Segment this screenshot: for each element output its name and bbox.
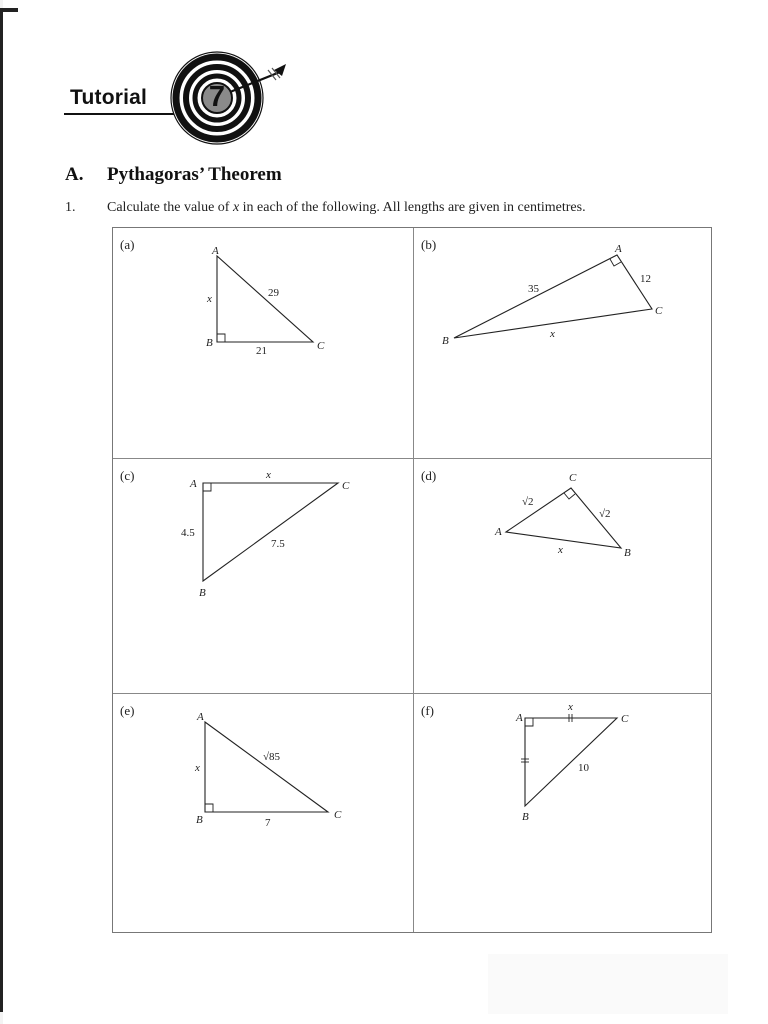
triangle-diagram-d	[414, 459, 713, 694]
vertex-label-b: B	[206, 337, 213, 349]
triangle-diagram-b	[414, 228, 713, 458]
vertex-label-c: C	[655, 305, 663, 317]
tutorial-header	[64, 50, 304, 150]
vertex-label-c: C	[621, 713, 629, 725]
question-text-after: in each of the following. All lengths are given in centimetres.	[239, 200, 586, 215]
vertex-label-b: B	[624, 547, 631, 559]
side-label-ab: 35	[528, 283, 539, 295]
vertex-label-a: A	[212, 245, 219, 257]
side-label-bc: x	[550, 328, 555, 340]
side-label-ab: 4.5	[181, 527, 195, 539]
side-label-bc: 10	[578, 762, 589, 774]
question-variable: x	[232, 200, 240, 215]
tutorial-number: 7	[208, 81, 226, 113]
problem-label: (f)	[421, 703, 434, 718]
section-letter: A.	[65, 164, 84, 185]
side-label-bc: 7.5	[271, 538, 285, 550]
target-icon	[164, 50, 354, 150]
vertex-label-a: A	[495, 526, 502, 538]
section-heading	[65, 164, 282, 186]
problem-grid	[112, 227, 712, 933]
side-label-ac: x	[266, 469, 271, 481]
question-prompt	[65, 200, 586, 216]
vertex-label-b: B	[199, 587, 206, 599]
section-title: Pythagoras’ Theorem	[107, 164, 282, 185]
vertex-label-b: B	[442, 335, 449, 347]
vertex-label-b: B	[196, 814, 203, 826]
side-label-ab: x	[207, 293, 212, 305]
page-smudge	[488, 954, 728, 1014]
side-label-ac: 29	[268, 287, 279, 299]
tutorial-underline	[64, 113, 174, 115]
vertex-label-c: C	[569, 472, 577, 484]
tutorial-label: Tutorial	[70, 86, 148, 109]
problem-label: (d)	[421, 468, 437, 483]
problem-label: (c)	[120, 468, 135, 483]
problem-label: (a)	[120, 237, 135, 252]
side-label-cb: √2	[599, 508, 611, 520]
triangle-diagram-c	[113, 459, 413, 694]
page-left-edge	[0, 0, 3, 1024]
vertex-label-b: B	[522, 811, 529, 823]
problem-cell-a	[113, 228, 413, 458]
side-label-bc: 7	[265, 817, 271, 829]
question-text-before: Calculate the value of	[107, 200, 233, 215]
side-label-ac: 12	[640, 273, 651, 285]
problem-cell-f	[413, 693, 712, 932]
side-label-bc: 21	[256, 345, 267, 357]
vertex-label-c: C	[334, 809, 342, 821]
problem-cell-e	[113, 693, 413, 932]
page-corner-mark	[0, 8, 18, 12]
triangle-diagram-e	[113, 694, 413, 933]
side-label-ab: x	[558, 544, 563, 556]
triangle-diagram-f	[414, 694, 713, 933]
vertex-label-c: C	[342, 480, 350, 492]
problem-cell-b	[413, 228, 712, 458]
vertex-label-a: A	[615, 243, 622, 255]
vertex-label-a: A	[197, 711, 204, 723]
side-label-ac: x	[568, 701, 573, 713]
question-number: 1.	[65, 200, 76, 215]
vertex-label-a: A	[516, 712, 523, 724]
problem-cell-d	[413, 458, 712, 693]
side-label-ac: √2	[522, 496, 534, 508]
problem-cell-c	[113, 458, 413, 693]
vertex-label-a: A	[190, 478, 197, 490]
side-label-ac: √85	[263, 751, 281, 763]
triangle-diagram-a	[113, 228, 413, 458]
side-label-ab: x	[195, 762, 200, 774]
problem-label: (e)	[120, 703, 135, 718]
vertex-label-c: C	[317, 340, 325, 352]
problem-label: (b)	[421, 237, 437, 252]
